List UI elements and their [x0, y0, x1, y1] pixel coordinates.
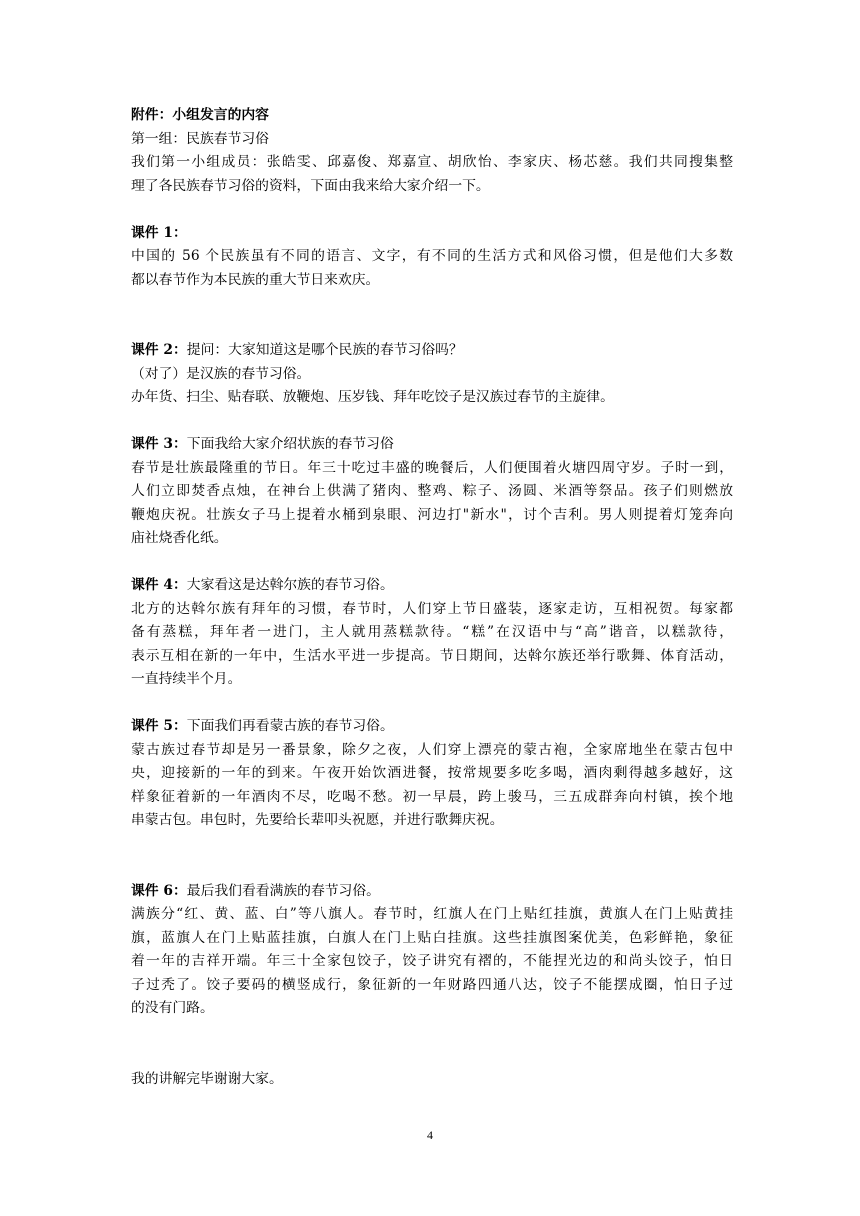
spacer [131, 198, 733, 222]
section-label: 课件 2： [131, 342, 187, 358]
section-text-line: 一直持续半个月。 [131, 671, 242, 687]
section-text-line: 备有蒸糕，拜年者一进门，主人就用蒸糕款待。“糕”在汉语中与“高”谐音，以糕款待， [131, 624, 733, 640]
section-text-line: 样象征着新的一年酒肉不尽，吃喝不愁。初一早晨，跨上骏马，三五成群奔向村镇，挨个地 [131, 788, 733, 805]
section-label: 课件 6： [131, 882, 187, 899]
section-text-line: 鞭炮庆祝。壮族女子马上提着水桶到泉眼、河边打"新水"，讨个吉利。男人则提着灯笼奔向 [131, 506, 733, 523]
group-heading: 第一组：民族春节习俗 [131, 130, 269, 147]
section-text-line: 中国的 56 个民族虽有不同的语言、文字，有不同的生活方式和风俗习惯，但是他们大多数 [131, 248, 733, 264]
section-text-line: 子过秃了。饺子要码的横竖成行，象征新的一年财路四通八达，饺子不能摆成圈，怕日子过 [131, 976, 733, 993]
spacer [131, 1021, 733, 1068]
spacer [131, 833, 733, 880]
section-2-heading-line [131, 339, 733, 363]
section-heading: 下面我们再看蒙古族的春节习俗。 [186, 718, 394, 734]
section-heading: 大家看这是达斡尔族的春节习俗。 [186, 577, 394, 593]
group-intro-line: 理了各民族春节习俗的资料，下面由我来给大家介绍一下。 [131, 177, 490, 194]
section-text-line: 满族分“红、黄、蓝、白”等八旗人。春节时，红旗人在门上贴红挂旗，黄旗人在门上贴黄挂 [131, 906, 733, 922]
closing-remark: 我的讲解完毕谢谢大家。 [131, 1070, 283, 1087]
section-text-line: （对了）是汉族的春节习俗。 [131, 365, 311, 382]
group-intro-line: 我们第一小组成员：张皓雯、邱嘉俊、郑嘉宣、胡欣怡、李家庆、杨芯慈。我们共同搜集整 [131, 154, 733, 170]
section-text-line: 央，迎接新的一年的到来。午夜开始饮酒进餐，按常规要多吃多喝，酒肉剩得越多越好，这 [131, 765, 733, 781]
spacer [131, 292, 733, 339]
section-text-line: 蒙古族过春节却是另一番景象，除夕之夜，人们穿上漂亮的蒙古袍，全家席地坐在蒙古包中 [131, 741, 733, 758]
section-text-line: 北方的达斡尔族有拜年的习惯，春节时，人们穿上节日盛装，逐家走访，互相祝贺。每家都 [131, 600, 733, 617]
section-text-line: 庙社烧香化纸。 [131, 530, 228, 546]
spacer [131, 692, 733, 716]
page-number: 4 [427, 1128, 433, 1142]
section-text-line: 春节是壮族最隆重的节日。年三十吃过丰盛的晚餐后，人们便围着火塘四周守岁。子时一到， [131, 459, 733, 476]
section-label: 课件 4： [131, 577, 187, 593]
spacer [131, 410, 733, 434]
section-heading: 下面我给大家介绍状族的春节习俗 [186, 436, 394, 452]
section-heading: 最后我们看看满族的春节习俗。 [186, 882, 380, 899]
section-heading: 提问：大家知道这是哪个民族的春节习俗吗？ [186, 342, 463, 358]
section-text-line: 着一年的吉祥开端。年三十全家包饺子，饺子讲究有褶的，不能捏光边的和尚头饺子，怕日 [131, 953, 733, 969]
section-text-line: 串蒙古包。串包时，先要给长辈叩头祝愿，并进行歌舞庆祝。 [131, 812, 504, 828]
section-6-heading-line [131, 880, 733, 904]
section-4-heading-line [131, 574, 733, 598]
document-body [131, 104, 733, 1091]
section-text-line: 都以春节作为本民族的重大节日来欢庆。 [131, 271, 380, 288]
section-text-line: 办年货、扫尘、贴春联、放鞭炮、压岁钱、拜年吃饺子是汉族过春节的主旋律。 [131, 389, 614, 405]
section-3-heading-line [131, 433, 733, 457]
section-label: 课件 3： [131, 436, 187, 452]
section-text-line: 旗，蓝旗人在门上贴蓝挂旗，白旗人在门上贴白挂旗。这些挂旗图案优美，色彩鲜艳，象征 [131, 929, 733, 946]
spacer [131, 551, 733, 575]
section-5-heading-line [131, 715, 733, 739]
section-text-line: 的没有门路。 [131, 1000, 214, 1016]
appendix-title: 附件：小组发言的内容 [131, 107, 269, 123]
section-1-heading-line [131, 222, 733, 246]
section-label: 课件 5： [131, 718, 187, 734]
section-label: 课件 1： [131, 224, 187, 241]
section-text-line: 表示互相在新的一年中，生活水平进一步提高。节日期间，达斡尔族还举行歌舞、体育活动， [131, 647, 733, 664]
section-text-line: 人们立即焚香点烛，在神台上供满了猪肉、整鸡、粽子、汤圆、米酒等祭品。孩子们则燃放 [131, 483, 733, 499]
